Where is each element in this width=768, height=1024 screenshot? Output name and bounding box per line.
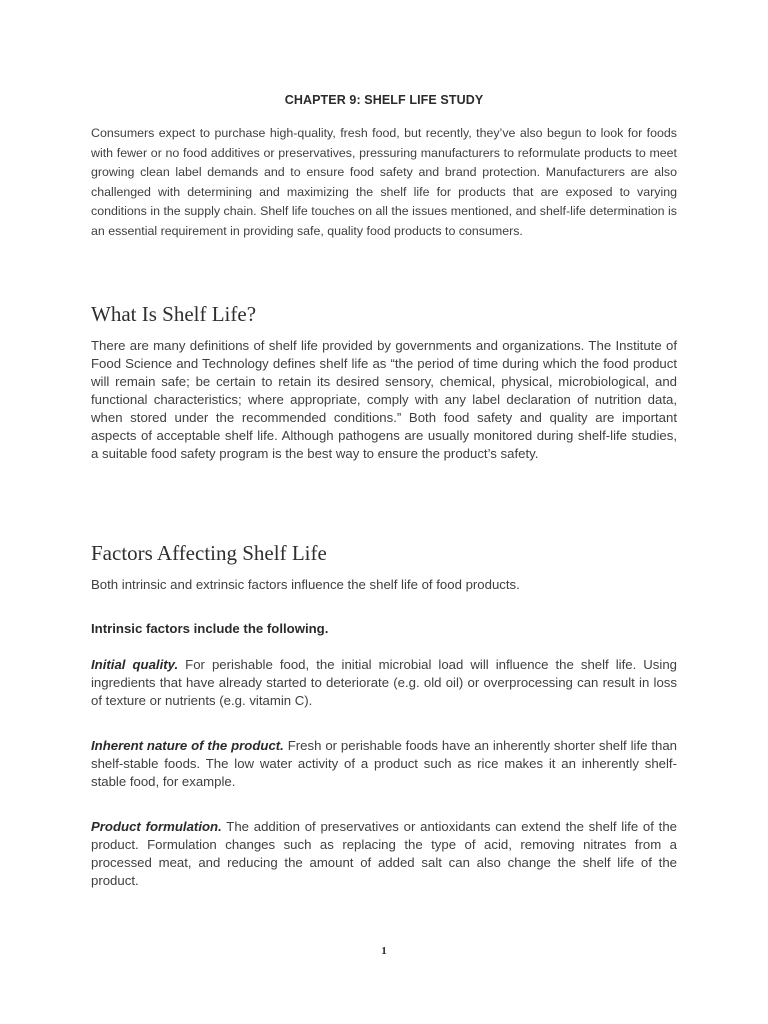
factor-item-product-formulation [91,818,677,890]
factor-item-inherent-nature [91,737,677,791]
factor-term: Initial quality. [91,657,179,672]
factor-term: Product formulation. [91,819,222,834]
page-number: 1 [381,945,387,957]
factor-text: Fresh or perishable foods have an inherently shorter shelf life than shelf-stable foods. The low water activity of a product such as rice makes it an inherently shelf-stable food, for example. [91,738,678,789]
intro-paragraph: Consumers expect to purchase high-quality, fresh food, but recently, they’ve also begun to look for foods with fewer or no food additives or preservatives, pressuring manufacturers to reformulate products to meet growing clean label demands and to ensure food safety and brand protection. Manufacturers are also challenged with determining and maximizing the shelf life for products that are exposed to varying conditions in the supply chain. Shelf life touches on all the issues mentioned, and shelf-life determination is an essential requirement in providing safe, quality food products to consumers. [91,126,677,238]
factor-text: The addition of preservatives or antioxidants can extend the shelf life of the product. Formulation changes such as replacing the type of acid, removing nitrates from a processed meat, and reducing the amount of added salt can also change the shelf life of the product. [91,819,677,888]
factor-text: For perishable food, the initial microbial load will influence the shelf life. Using ingredients that have already started to deteriorate (e.g. old oil) or overprocessing can result in loss of texture or nutrients (e.g. vitamin C). [91,657,677,708]
section-heading-factors: Factors Affecting Shelf Life [91,541,327,565]
factor-term: Inherent nature of the product. [91,738,284,753]
shelf-life-definition-paragraph: There are many definitions of shelf life provided by governments and organizations. The Institute of Food Science and Technology defines shelf life as “the period of time during which the food product will remain safe; be certain to retain its desired sensory, chemical, physical, microbiological, and functional characteristics; where appropriate, comply with any label declaration of nutrition data, when stored under the recommended conditions.” Both food safety and quality are important aspects of acceptable shelf life. Although pathogens are usually monitored during shelf-life studies, a suitable food safety program is the best way to ensure the product’s safety. [91,338,677,461]
factor-item-initial-quality [91,656,677,710]
section-heading-what-is-shelf-life: What Is Shelf Life? [91,302,257,326]
factors-intro-paragraph: Both intrinsic and extrinsic factors influence the shelf life of food products. [91,577,520,592]
chapter-title: CHAPTER 9: SHELF LIFE STUDY [284,93,484,107]
intrinsic-factors-subheading: Intrinsic factors include the following. [91,621,329,636]
